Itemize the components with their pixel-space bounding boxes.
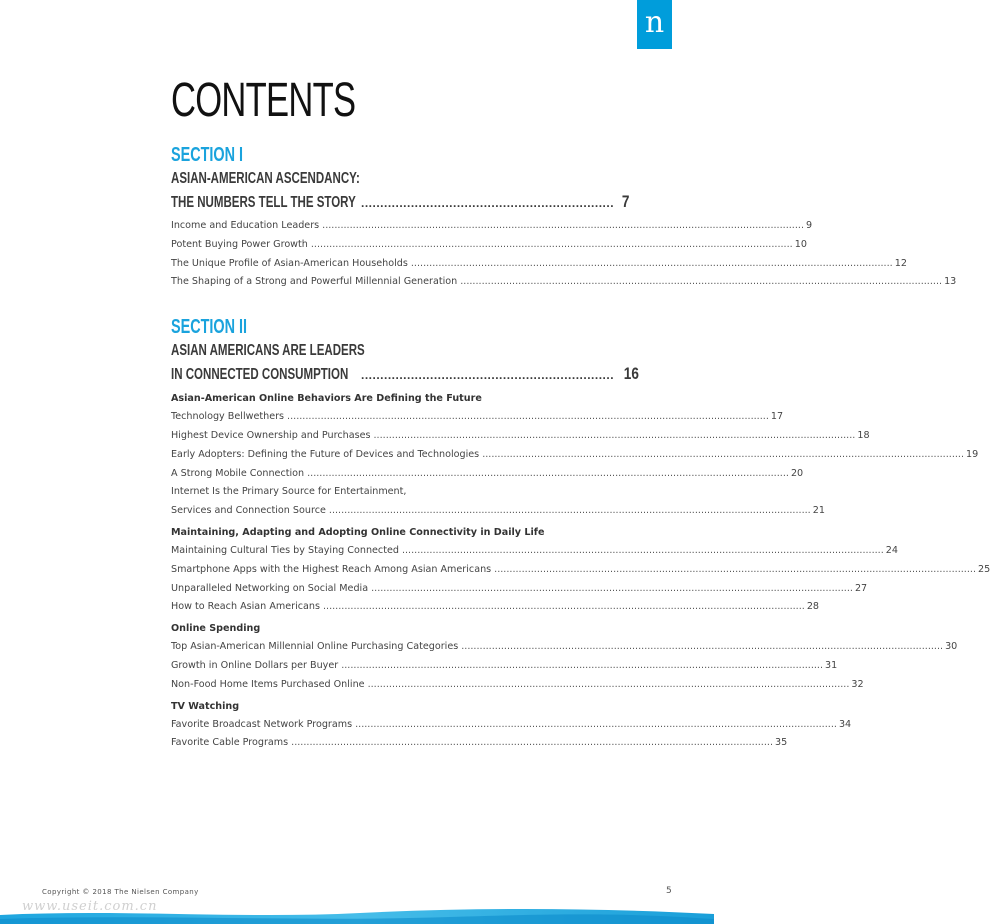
footer-page-number: 5	[666, 886, 672, 896]
toc-entry-page-number: 24	[885, 544, 899, 556]
toc-entry-page-number: 25	[978, 563, 990, 575]
toc-entry-title: Favorite Cable Programs	[171, 737, 289, 749]
toc-entry[interactable]	[171, 598, 820, 617]
toc-group	[171, 697, 852, 754]
section-2-heading-line1: ASIAN AMERICANS ARE LEADERS	[171, 342, 365, 360]
toc-entry-page-number: 13	[944, 276, 957, 288]
toc-entry[interactable]	[171, 236, 807, 255]
toc-group	[171, 619, 958, 696]
toc-entry-title: Unparalleled Networking on Social Media	[171, 582, 369, 594]
section-1-page-number: 7	[621, 192, 630, 211]
toc-entry-page-number: 20	[790, 467, 804, 479]
section-2-label: SECTION II	[171, 316, 248, 339]
toc-group-subhead: Online Spending	[171, 623, 261, 635]
leader-dots: ..............................................................................................................................................................	[328, 505, 811, 517]
nielsen-logo	[637, 0, 672, 49]
section-1	[171, 142, 957, 292]
leader-dots: ..............................................................................................................................................................	[322, 220, 804, 231]
section-2	[171, 314, 990, 753]
toc-entry-title: Favorite Broadcast Network Programs	[171, 718, 353, 730]
leader-dots: ..............................................................................................................................................................	[341, 659, 824, 671]
toc-entry-title: Non-Food Home Items Purchased Online	[171, 678, 365, 690]
leader-dots: ..............................................................................................................................................................	[460, 276, 943, 288]
toc-entry-page-number: 35	[775, 737, 788, 749]
toc-entry-title: Income and Education Leaders	[171, 220, 320, 231]
section-2-groups	[171, 389, 990, 753]
toc-entry-page-number: 9	[806, 220, 813, 231]
toc-entry-title: Potent Buying Power Growth	[171, 238, 308, 250]
toc-entry[interactable]	[171, 638, 958, 657]
toc-entry[interactable]	[171, 561, 990, 580]
toc-entry-title: Internet Is the Primary Source for Entertainment,	[171, 486, 407, 498]
page-title: CONTENTS	[171, 74, 356, 127]
toc-group-subhead: Maintaining, Adapting and Adopting Online Connectivity in Daily Life	[171, 526, 545, 538]
toc-entry[interactable]	[171, 408, 784, 427]
watermark-text: www.useit.com.cn	[22, 899, 158, 914]
toc-entry-page-number: 27	[854, 582, 868, 594]
toc-entry-title: How to Reach Asian Americans	[171, 601, 320, 613]
section-2-page-number: 16	[623, 364, 639, 384]
toc-entry-title: Early Adopters: Defining the Future of Devices and Technologies	[171, 448, 480, 460]
toc-entry[interactable]	[171, 676, 864, 695]
section-1-items	[171, 217, 957, 292]
toc-entry-page-number: 18	[857, 429, 870, 441]
logo-letter: n	[644, 4, 665, 40]
toc-entry-page-number: 12	[894, 257, 907, 269]
toc-entry[interactable]	[171, 427, 870, 446]
section-1-label: SECTION I	[171, 144, 244, 166]
toc-entry[interactable]	[171, 657, 838, 676]
toc-entry-page-number: 17	[770, 411, 784, 423]
toc-entry-page-number: 19	[966, 448, 979, 460]
toc-entry-title: Maintaining Cultural Ties by Staying Connected	[171, 544, 399, 556]
leader-dots: ..................................................................	[361, 368, 615, 383]
toc-entry[interactable]	[171, 255, 907, 274]
toc-entry-page-number: 21	[812, 505, 825, 517]
toc-entry-title: Services and Connection Source	[171, 505, 326, 517]
section-2-heading-entry[interactable]	[171, 362, 639, 386]
toc-entry-page-number: 30	[945, 641, 958, 653]
toc-entry-page-number: 28	[806, 601, 820, 613]
contents-page	[171, 70, 990, 753]
toc-group	[171, 523, 990, 619]
toc-entry-title: Top Asian-American Millennial Online Purchasing Categories	[171, 641, 459, 653]
toc-entry-page-number: 10	[794, 238, 807, 250]
section-1-heading-line1: ASIAN-AMERICAN ASCENDANCY:	[171, 170, 360, 187]
toc-entry[interactable]	[171, 217, 813, 236]
footer-copyright: Copyright © 2018 The Nielsen Company	[42, 888, 199, 896]
leader-dots: ..............................................................................................................................................................	[401, 544, 884, 556]
leader-dots: ..................................................................	[361, 196, 615, 210]
toc-entry[interactable]	[171, 502, 825, 521]
leader-dots: ..............................................................................................................................................................	[410, 257, 893, 269]
toc-entry-page-number: 32	[851, 678, 864, 690]
leader-dots: ..............................................................................................................................................................	[310, 238, 793, 250]
toc-entry[interactable]	[171, 716, 852, 735]
toc-entry[interactable]	[171, 483, 540, 502]
toc-entry-title: Smartphone Apps with the Highest Reach Among Asian Americans	[171, 563, 492, 575]
toc-group	[171, 389, 979, 523]
leader-dots: ..............................................................................................................................................................	[371, 582, 853, 594]
toc-entry[interactable]	[171, 446, 979, 465]
leader-dots: ..............................................................................................................................................................	[355, 718, 837, 730]
leader-dots: ..............................................................................................................................................................	[494, 563, 976, 575]
toc-entry-page-number: 34	[838, 718, 852, 730]
toc-group-subhead: TV Watching	[171, 700, 240, 712]
leader-dots: ..............................................................................................................................................................	[373, 429, 856, 441]
section-2-heading-line2: IN CONNECTED CONSUMPTION	[171, 366, 349, 384]
leader-dots: ..............................................................................................................................................................	[482, 448, 965, 460]
leader-dots: ..............................................................................................................................................................	[291, 737, 773, 749]
toc-entry-title: A Strong Mobile Connection	[171, 467, 305, 479]
toc-entry-title: The Shaping of a Strong and Powerful Millennial Generation	[171, 276, 458, 288]
leader-dots: ..............................................................................................................................................................	[287, 411, 769, 423]
leader-dots: ..............................................................................................................................................................	[367, 678, 850, 690]
toc-entry[interactable]	[171, 273, 957, 292]
toc-entry-title: Highest Device Ownership and Purchases	[171, 429, 371, 441]
toc-entry-page-number: 31	[825, 659, 838, 671]
toc-entry-title: Technology Bellwethers	[171, 411, 285, 423]
toc-entry[interactable]	[171, 734, 788, 753]
toc-entry[interactable]	[171, 580, 868, 599]
section-1-heading-entry[interactable]	[171, 190, 630, 214]
leader-dots: ..............................................................................................................................................................	[461, 641, 944, 653]
toc-entry-title: The Unique Profile of Asian-American Households	[171, 257, 408, 269]
leader-dots: ..............................................................................................................................................................	[307, 467, 789, 479]
toc-entry[interactable]	[171, 465, 804, 484]
toc-entry-title: Growth in Online Dollars per Buyer	[171, 659, 339, 671]
leader-dots: ..............................................................................................................................................................	[322, 601, 805, 613]
toc-group-subhead: Asian-American Online Behaviors Are Defining the Future	[171, 393, 482, 405]
toc-entry[interactable]	[171, 542, 899, 561]
section-1-heading-line2: THE NUMBERS TELL THE STORY	[171, 194, 356, 211]
